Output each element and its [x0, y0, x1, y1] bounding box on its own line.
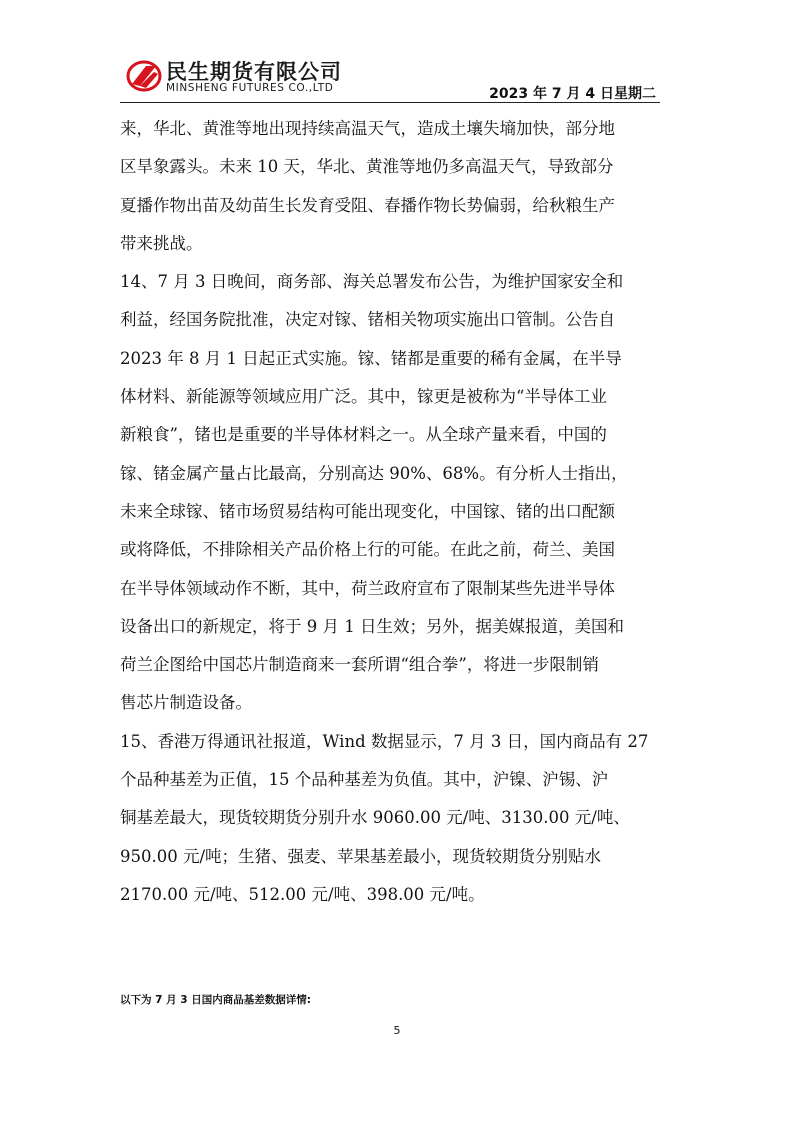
- text-line: 15、香港万得通讯社报道，Wind 数据显示，7 月 3 日，国内商品有 27: [120, 731, 649, 751]
- text-line: 950.00 元/吨；生猪、强麦、苹果基差最小，现货较期货分别贴水: [120, 846, 602, 866]
- text-line: 铜基差最大，现货较期货分别升水 9060.00 元/吨、3130.00 元/吨、: [120, 808, 630, 828]
- text-line: 夏播作物出苗及幼苗生长发育受阻、春播作物长势偏弱，给秋粮生产: [120, 195, 615, 215]
- paragraph-weather: [120, 110, 680, 263]
- text-line: 或将降低，不排除相关产品价格上行的可能。在此之前，荷兰、美国: [120, 540, 615, 560]
- text-line: 未来全球镓、锗市场贸易结构可能出现变化，中国镓、锗的出口配额: [120, 501, 615, 521]
- header-divider: [120, 102, 660, 103]
- company-name-cn: 民生期货有限公司: [166, 60, 342, 84]
- report-date: 2023 年 7 月 4 日星期二: [489, 86, 656, 102]
- text-line: 新粮食”，锗也是重要的半导体材料之一。从全球产量来看，中国的: [120, 425, 607, 445]
- paragraph-14-export-control: [120, 263, 680, 723]
- text-line: 来，华北、黄淮等地出现持续高温天气，造成土壤失墒加快，部分地: [120, 119, 615, 138]
- text-line: 镓、锗金属产量占比最高，分别高达 90%、68%。有分析人士指出，: [120, 463, 628, 483]
- text-line: 个品种基差为正值，15 个品种基差为负值。其中，沪镍、沪锡、沪: [120, 770, 609, 790]
- text-line: 区旱象露头。未来 10 天，华北、黄淮等地仍多高温天气，导致部分: [120, 157, 614, 177]
- minsheng-logo-icon: [126, 58, 162, 92]
- page-header: [120, 50, 660, 102]
- article-body: [120, 110, 680, 914]
- company-name-en: MINSHENG FUTURES CO.,LTD: [166, 82, 334, 94]
- text-line: 荷兰企图给中国芯片制造商来一套所谓“组合拳”，将进一步限制销: [120, 655, 599, 675]
- text-line: 设备出口的新规定，将于 9 月 1 日生效；另外，据美媒报道，美国和: [120, 616, 624, 636]
- text-line: 售芯片制造设备。: [120, 693, 252, 713]
- text-line: 体材料、新能源等领域应用广泛。其中，镓更是被称为“半导体工业: [120, 387, 607, 407]
- paragraph-15-basis-data: [120, 723, 680, 914]
- text-line: 2023 年 8 月 1 日起正式实施。镓、锗都是重要的稀有金属，在半导: [120, 348, 622, 368]
- text-line: 14、7 月 3 日晚间，商务部、海关总署发布公告，为维护国家安全和: [120, 272, 624, 292]
- text-line: 利益，经国务院批准，决定对镓、锗相关物项实施出口管制。公告自: [120, 310, 615, 330]
- text-line: 在半导体领域动作不断，其中，荷兰政府宣布了限制某些先进半导体: [120, 578, 615, 598]
- basis-data-note: 以下为 7 月 3 日国内商品基差数据详情:: [120, 994, 311, 1006]
- text-line: 2170.00 元/吨、512.00 元/吨、398.00 元/吨。: [120, 884, 485, 904]
- text-line: 带来挑战。: [120, 233, 203, 253]
- page-number: 5: [393, 1024, 401, 1037]
